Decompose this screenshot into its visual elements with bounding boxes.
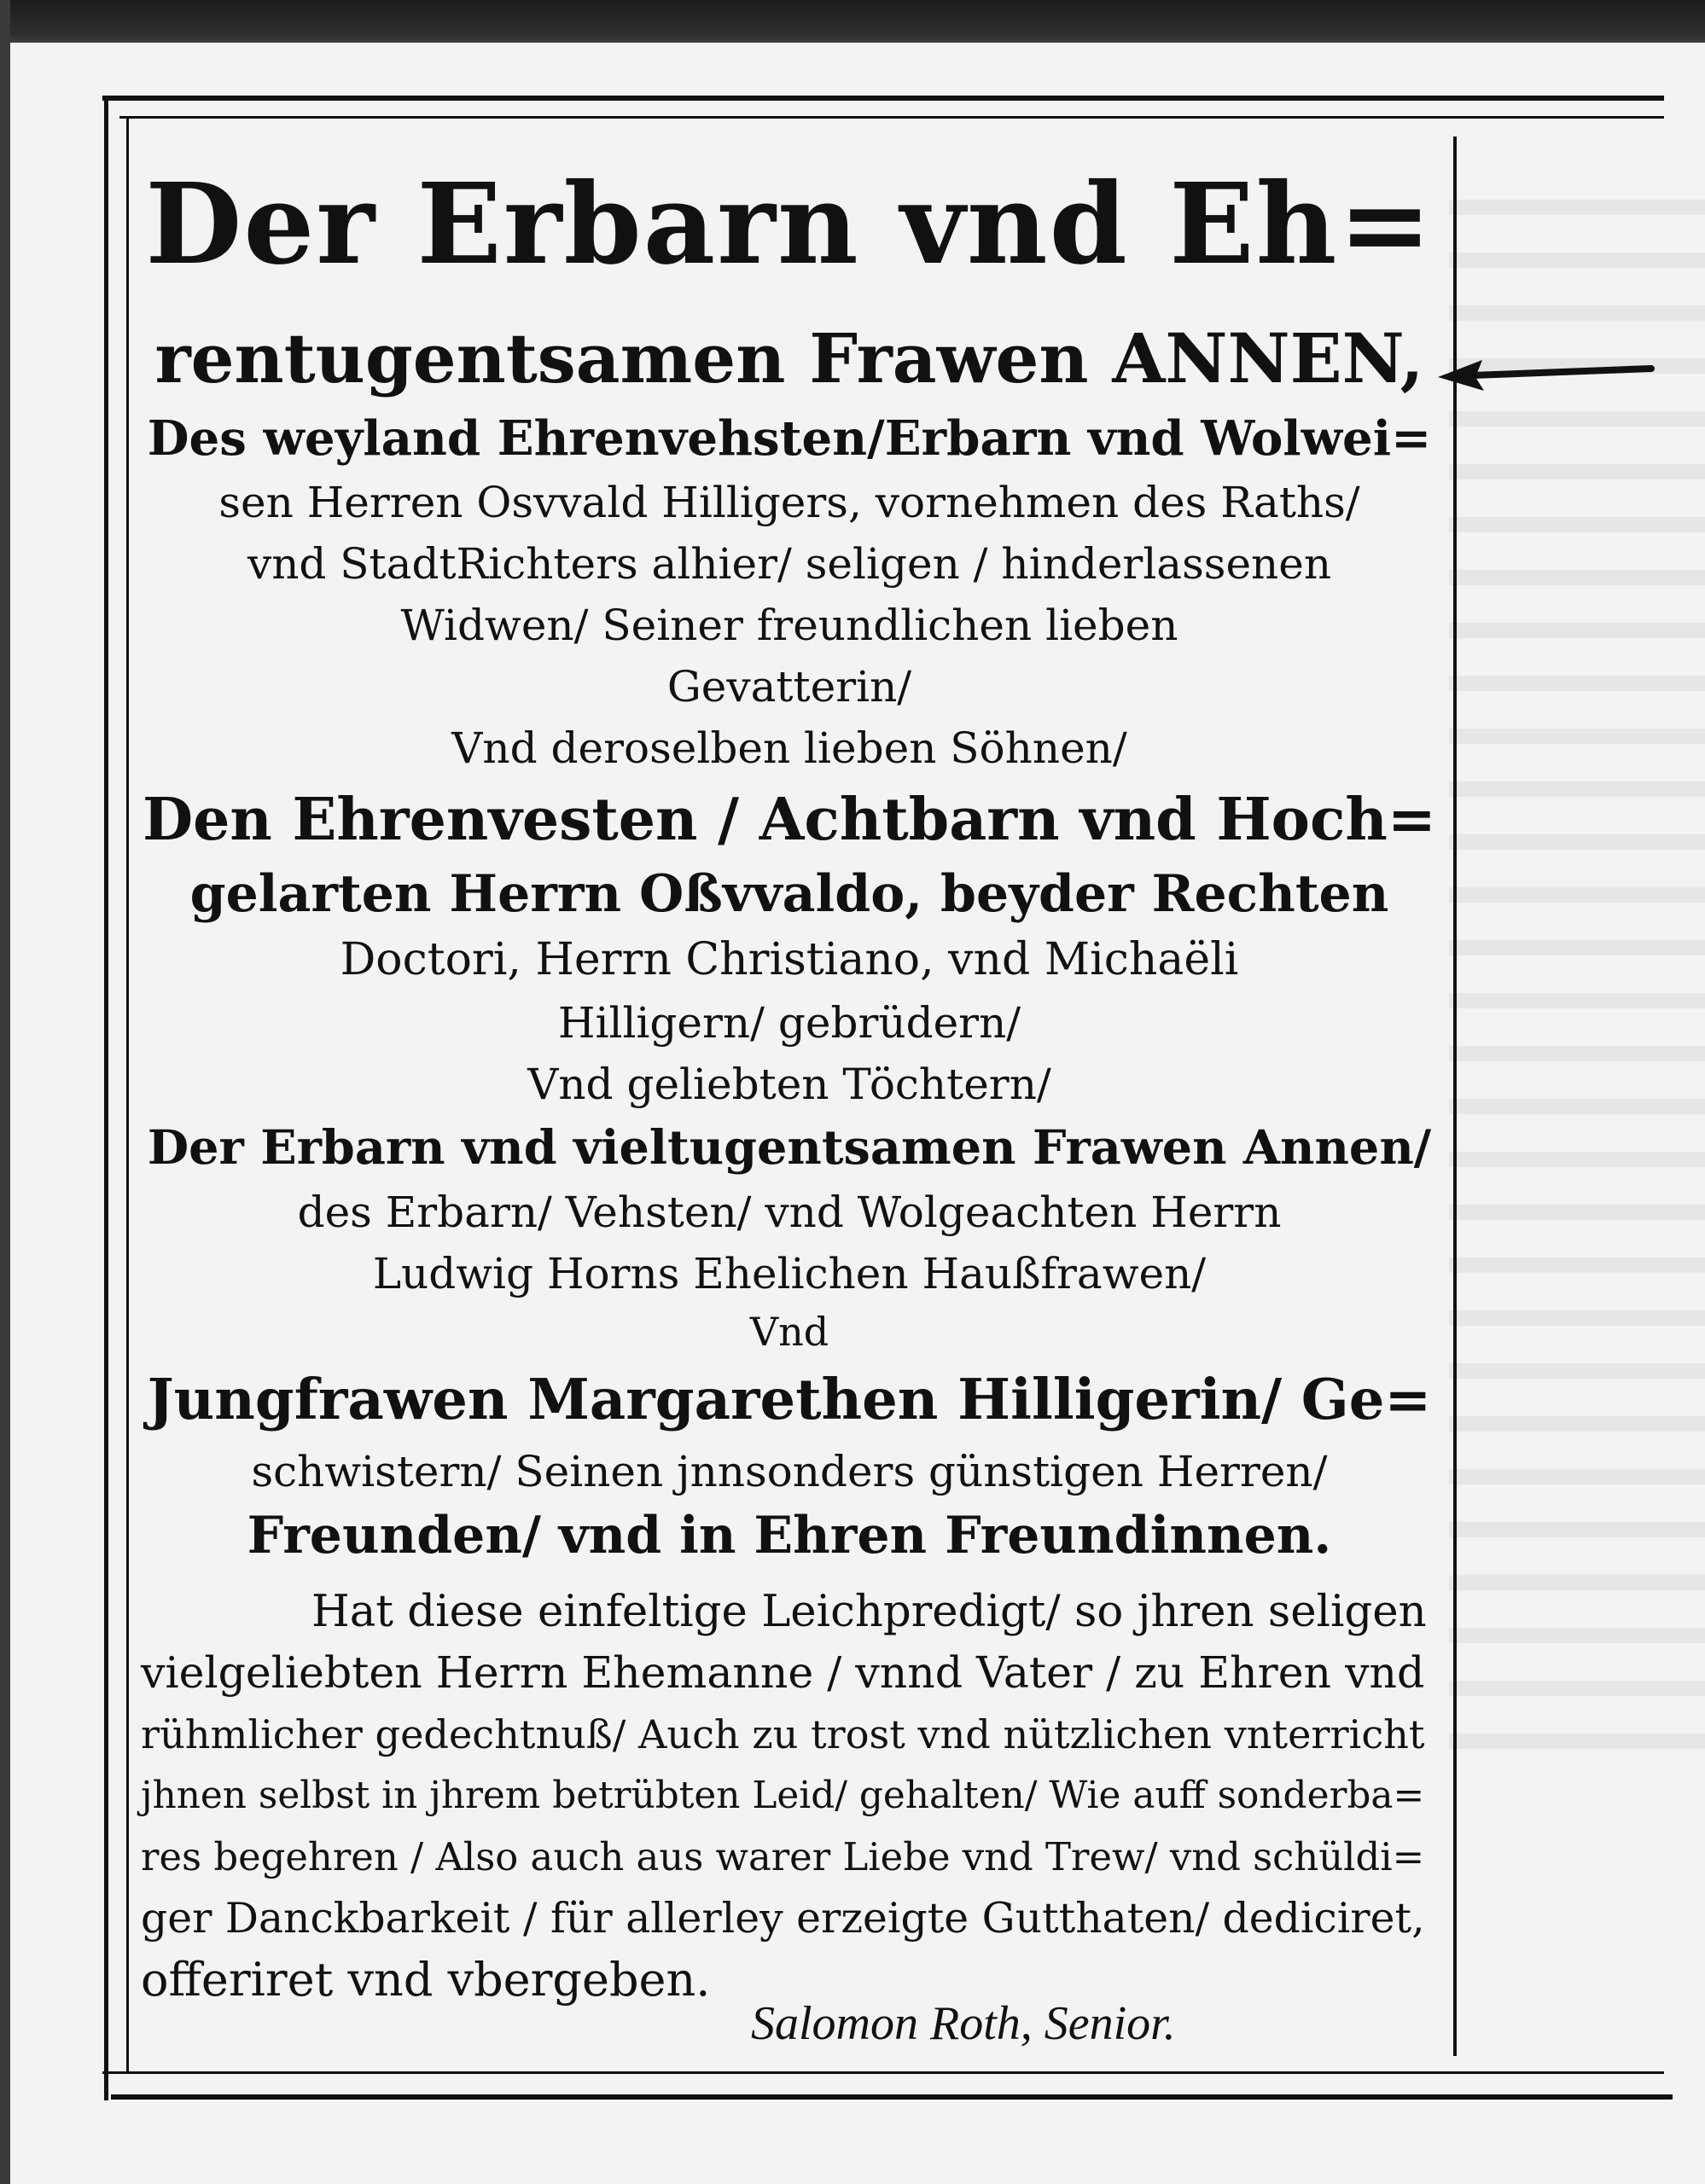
dedication-line: sen Herren Osvvald Hilligers, vornehmen des Raths/ bbox=[218, 478, 1360, 527]
dedication-line: Der Erbarn vnd vieltugentsamen Frawen Annen/ bbox=[147, 1120, 1432, 1176]
dedication-line: Vnd geliebten Töchtern/ bbox=[527, 1060, 1051, 1109]
dedication-line: Des weyland Ehrenvehsten/Erbarn vnd Wolwei= bbox=[147, 410, 1432, 467]
paragraph-line: Hat diese einfeltige Leichpredigt/ so jhren seligen bbox=[311, 1586, 1427, 1637]
dedication-line: Freunden/ vnd in Ehren Freundinnen. bbox=[247, 1506, 1332, 1565]
paragraph-line: res begehren / Also auch aus warer Liebe vnd Trew/ vnd schüldi= bbox=[141, 1834, 1425, 1879]
dedication-line: Ludwig Horns Ehelichen Haußfrawen/ bbox=[372, 1249, 1207, 1298]
top-border-inner bbox=[119, 116, 1664, 119]
scan-left-edge bbox=[0, 0, 10, 2184]
dedication-paragraph bbox=[141, 1581, 1438, 2011]
dedication-line: Vnd deroselben lieben Söhnen/ bbox=[451, 723, 1127, 773]
bottom-border-outer bbox=[111, 2094, 1673, 2100]
bleed-through-text bbox=[1449, 162, 1705, 1783]
top-border-outer bbox=[102, 96, 1664, 101]
bottom-border-inner bbox=[102, 2071, 1664, 2074]
paragraph-line: vielgeliebten Herrn Ehemanne / vnnd Vater / zu Ehren vnd bbox=[141, 1647, 1425, 1698]
paragraph-line: jhnen selbst in jhrem betrübten Leid/ gehalten/ Wie auff sonderba= bbox=[141, 1774, 1425, 1817]
left-border-outer bbox=[104, 96, 108, 2100]
dedication-line: Gevatterin/ bbox=[666, 662, 912, 712]
heading-line-2: rentugentsamen Frawen ANNEN, bbox=[154, 318, 1424, 398]
dedication-line: gelarten Herrn Oßvvaldo, beyder Rechten bbox=[189, 864, 1389, 924]
paragraph-line: rühmlicher gedechtnuß/ Auch zu trost vnd nützlichen vnterricht bbox=[141, 1711, 1425, 1757]
dedication-line: Widwen/ Seiner freundlichen lieben bbox=[400, 601, 1178, 650]
title-page-text bbox=[141, 136, 1438, 2011]
dedication-line: des Erbarn/ Vehsten/ vnd Wolgeachten Herrn bbox=[297, 1188, 1282, 1237]
signature: Salomon Roth, Senior. bbox=[751, 1997, 1176, 2050]
right-border bbox=[1453, 136, 1457, 2056]
dedication-line: Vnd bbox=[749, 1309, 829, 1355]
paragraph-line: offeriret vnd vbergeben. bbox=[141, 1953, 711, 2007]
dedication-line: Hilligern/ gebrüdern/ bbox=[557, 998, 1021, 1048]
left-arrow-icon bbox=[1438, 357, 1660, 394]
heading-line-1: Der Erbarn vnd Eh= bbox=[145, 159, 1434, 289]
paragraph-line: ger Danckbarkeit / für allerley erzeigte Gutthaten/ dediciret, bbox=[141, 1894, 1425, 1943]
dedication-line: vnd StadtRichters alhier/ seligen / hinderlassenen bbox=[247, 539, 1332, 589]
dedication-line: Den Ehrenvesten / Achtbarn vnd Hoch= bbox=[143, 786, 1436, 854]
left-border-inner bbox=[126, 116, 129, 2074]
dedication-line: Jungfrawen Margarethen Hilligerin/ Ge= bbox=[147, 1367, 1432, 1432]
dedication-line: Doctori, Herrn Christiano, vnd Michaëli bbox=[340, 934, 1239, 985]
dedication-line: schwistern/ Seinen jnnsonders günstigen Herren/ bbox=[251, 1447, 1328, 1496]
